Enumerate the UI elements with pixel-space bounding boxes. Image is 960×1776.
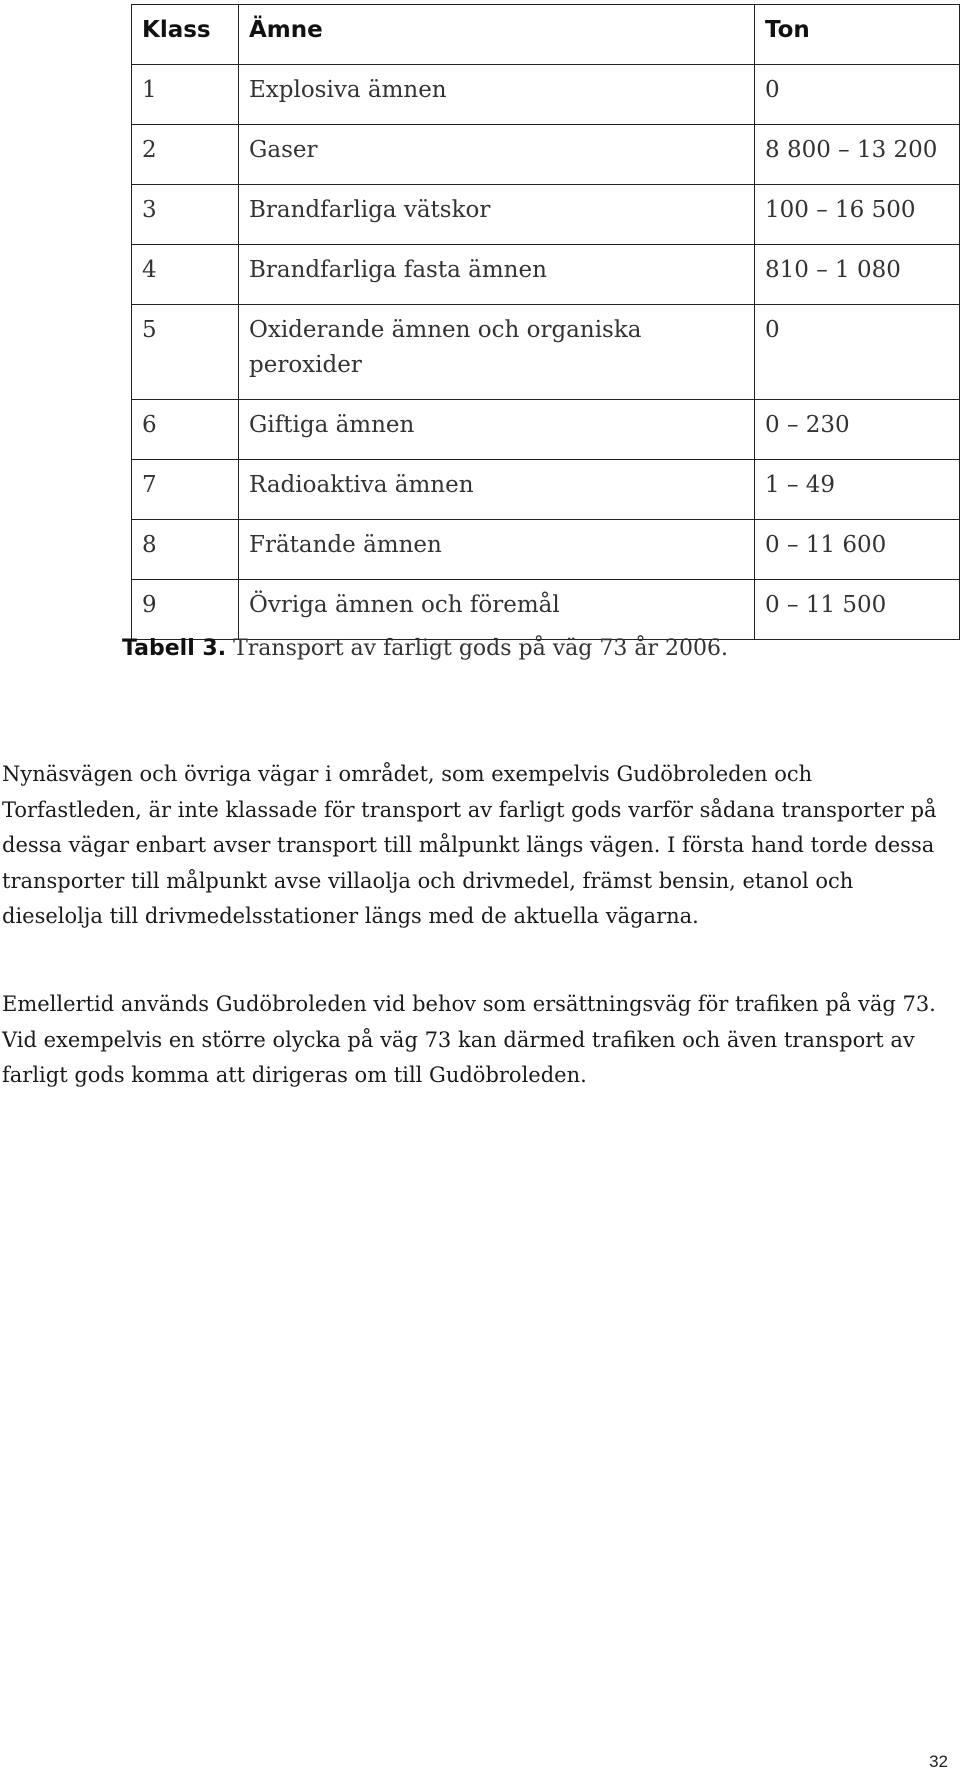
table-row	[132, 400, 960, 460]
table-caption-text: Transport av farligt gods på väg 73 år 2006.	[226, 636, 728, 661]
page-number: 32	[929, 1752, 948, 1771]
column-header-amne: Ämne	[239, 5, 755, 65]
cell-klass: 5	[132, 305, 239, 400]
cell-ton: 0 – 230	[755, 400, 960, 460]
cell-ton: 1 – 49	[755, 460, 960, 520]
cell-ton: 810 – 1 080	[755, 245, 960, 305]
cell-klass: 4	[132, 245, 239, 305]
cell-amne: Brandfarliga vätskor	[239, 185, 755, 245]
cell-ton: 100 – 16 500	[755, 185, 960, 245]
table-row	[132, 580, 960, 640]
hazard-goods-table-container	[131, 4, 959, 640]
cell-ton: 0 – 11 500	[755, 580, 960, 640]
table-row	[132, 125, 960, 185]
body-paragraph: Nynäsvägen och övriga vägar i området, som exempelvis Gudöbroleden och Torfastleden, är inte klassade för transport av farligt gods varför sådana transporter på dessa vägar enbart avser transport till målpunkt längs vägen. I första hand torde dessa transporter till målpunkt avse villaolja och drivmedel, främst bensin, etanol och dieselolja till drivmedelsstationer längs med de aktuella vägarna.	[2, 762, 937, 928]
cell-klass: 3	[132, 185, 239, 245]
cell-amne: Gaser	[239, 125, 755, 185]
cell-ton: 0	[755, 305, 960, 400]
cell-klass: 8	[132, 520, 239, 580]
table-caption	[122, 636, 728, 661]
cell-klass: 9	[132, 580, 239, 640]
table-row	[132, 460, 960, 520]
cell-amne: Giftiga ämnen	[239, 400, 755, 460]
table-header-row	[132, 5, 960, 65]
cell-ton: 0	[755, 65, 960, 125]
cell-klass: 1	[132, 65, 239, 125]
table-row	[132, 245, 960, 305]
cell-amne: Oxiderande ämnen och organiska peroxider	[239, 305, 755, 400]
cell-klass: 7	[132, 460, 239, 520]
column-header-klass: Klass	[132, 5, 239, 65]
column-header-ton: Ton	[755, 5, 960, 65]
cell-amne: Explosiva ämnen	[239, 65, 755, 125]
body-paragraph: Emellertid används Gudöbroleden vid behov som ersättningsväg för trafiken på väg 73. Vid exempelvis en större olycka på väg 73 kan därmed trafiken och även transport av farligt gods komma att dirigeras om till Gudöbroleden.	[2, 992, 936, 1087]
cell-ton: 0 – 11 600	[755, 520, 960, 580]
hazard-goods-table	[131, 4, 960, 640]
cell-amne: Övriga ämnen och föremål	[239, 580, 755, 640]
table-row	[132, 520, 960, 580]
cell-ton: 8 800 – 13 200	[755, 125, 960, 185]
cell-klass: 6	[132, 400, 239, 460]
cell-amne: Radioaktiva ämnen	[239, 460, 755, 520]
table-row	[132, 305, 960, 400]
cell-amne: Frätande ämnen	[239, 520, 755, 580]
table-caption-label: Tabell 3.	[122, 636, 227, 661]
table-row	[132, 185, 960, 245]
cell-amne: Brandfarliga fasta ämnen	[239, 245, 755, 305]
cell-klass: 2	[132, 125, 239, 185]
table-row	[132, 65, 960, 125]
